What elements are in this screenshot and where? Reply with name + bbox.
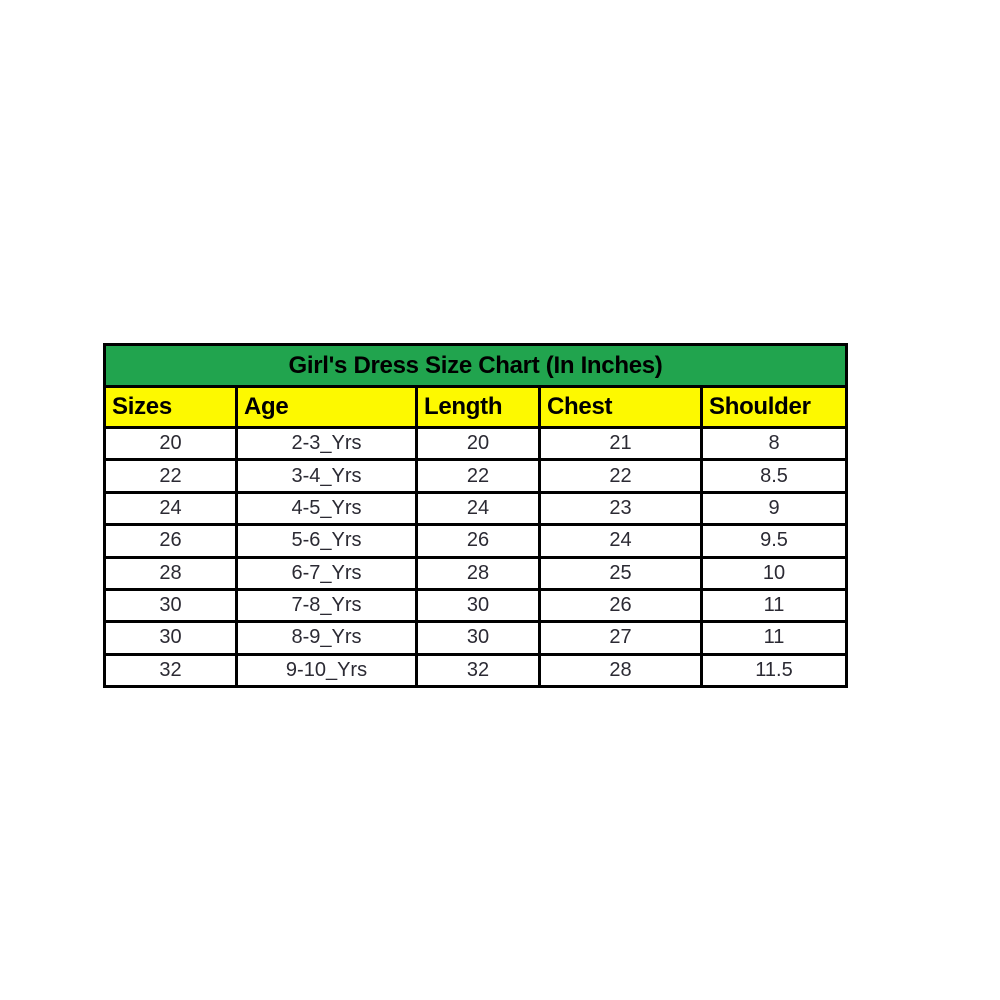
table-cell: 27: [540, 622, 702, 654]
table-cell: 28: [540, 654, 702, 686]
table-row: [105, 525, 847, 557]
table-cell: 30: [105, 589, 237, 621]
table-cell: 10: [702, 557, 847, 589]
table-body: [105, 428, 847, 687]
table-cell: 11: [702, 589, 847, 621]
table-cell: 2-3_Yrs: [237, 428, 417, 460]
table-cell: 25: [540, 557, 702, 589]
table-row: [105, 460, 847, 492]
table-cell: 24: [540, 525, 702, 557]
table-cell: 32: [105, 654, 237, 686]
table-cell: 11: [702, 622, 847, 654]
table-cell: 7-8_Yrs: [237, 589, 417, 621]
table-row: [105, 654, 847, 686]
table-cell: 11.5: [702, 654, 847, 686]
table-cell: 8: [702, 428, 847, 460]
table-row: [105, 589, 847, 621]
table-cell: 30: [105, 622, 237, 654]
table-cell: 9.5: [702, 525, 847, 557]
table-row: [105, 622, 847, 654]
table-cell: 22: [105, 460, 237, 492]
table-cell: 3-4_Yrs: [237, 460, 417, 492]
table-cell: 23: [540, 492, 702, 524]
table-cell: 4-5_Yrs: [237, 492, 417, 524]
table-cell: 8.5: [702, 460, 847, 492]
table-cell: 26: [417, 525, 540, 557]
table-cell: 9: [702, 492, 847, 524]
size-chart: [103, 343, 845, 688]
table-row: [105, 428, 847, 460]
table-cell: 26: [105, 525, 237, 557]
table-cell: 20: [105, 428, 237, 460]
table-row: [105, 492, 847, 524]
table-cell: 22: [540, 460, 702, 492]
table-cell: 26: [540, 589, 702, 621]
table-cell: 5-6_Yrs: [237, 525, 417, 557]
table-row: [105, 557, 847, 589]
column-header-length: Length: [417, 387, 540, 428]
column-header-sizes: Sizes: [105, 387, 237, 428]
size-chart-table: [103, 343, 848, 688]
table-cell: 20: [417, 428, 540, 460]
table-header-row: [105, 387, 847, 428]
table-cell: 28: [105, 557, 237, 589]
table-cell: 30: [417, 622, 540, 654]
table-cell: 32: [417, 654, 540, 686]
table-cell: 6-7_Yrs: [237, 557, 417, 589]
column-header-chest: Chest: [540, 387, 702, 428]
table-cell: 8-9_Yrs: [237, 622, 417, 654]
table-cell: 22: [417, 460, 540, 492]
table-cell: 21: [540, 428, 702, 460]
column-header-age: Age: [237, 387, 417, 428]
table-cell: 30: [417, 589, 540, 621]
table-title-row: [105, 345, 847, 387]
table-title: Girl's Dress Size Chart (In Inches): [105, 345, 847, 387]
table-cell: 28: [417, 557, 540, 589]
table-cell: 24: [105, 492, 237, 524]
table-cell: 24: [417, 492, 540, 524]
column-header-shoulder: Shoulder: [702, 387, 847, 428]
table-cell: 9-10_Yrs: [237, 654, 417, 686]
